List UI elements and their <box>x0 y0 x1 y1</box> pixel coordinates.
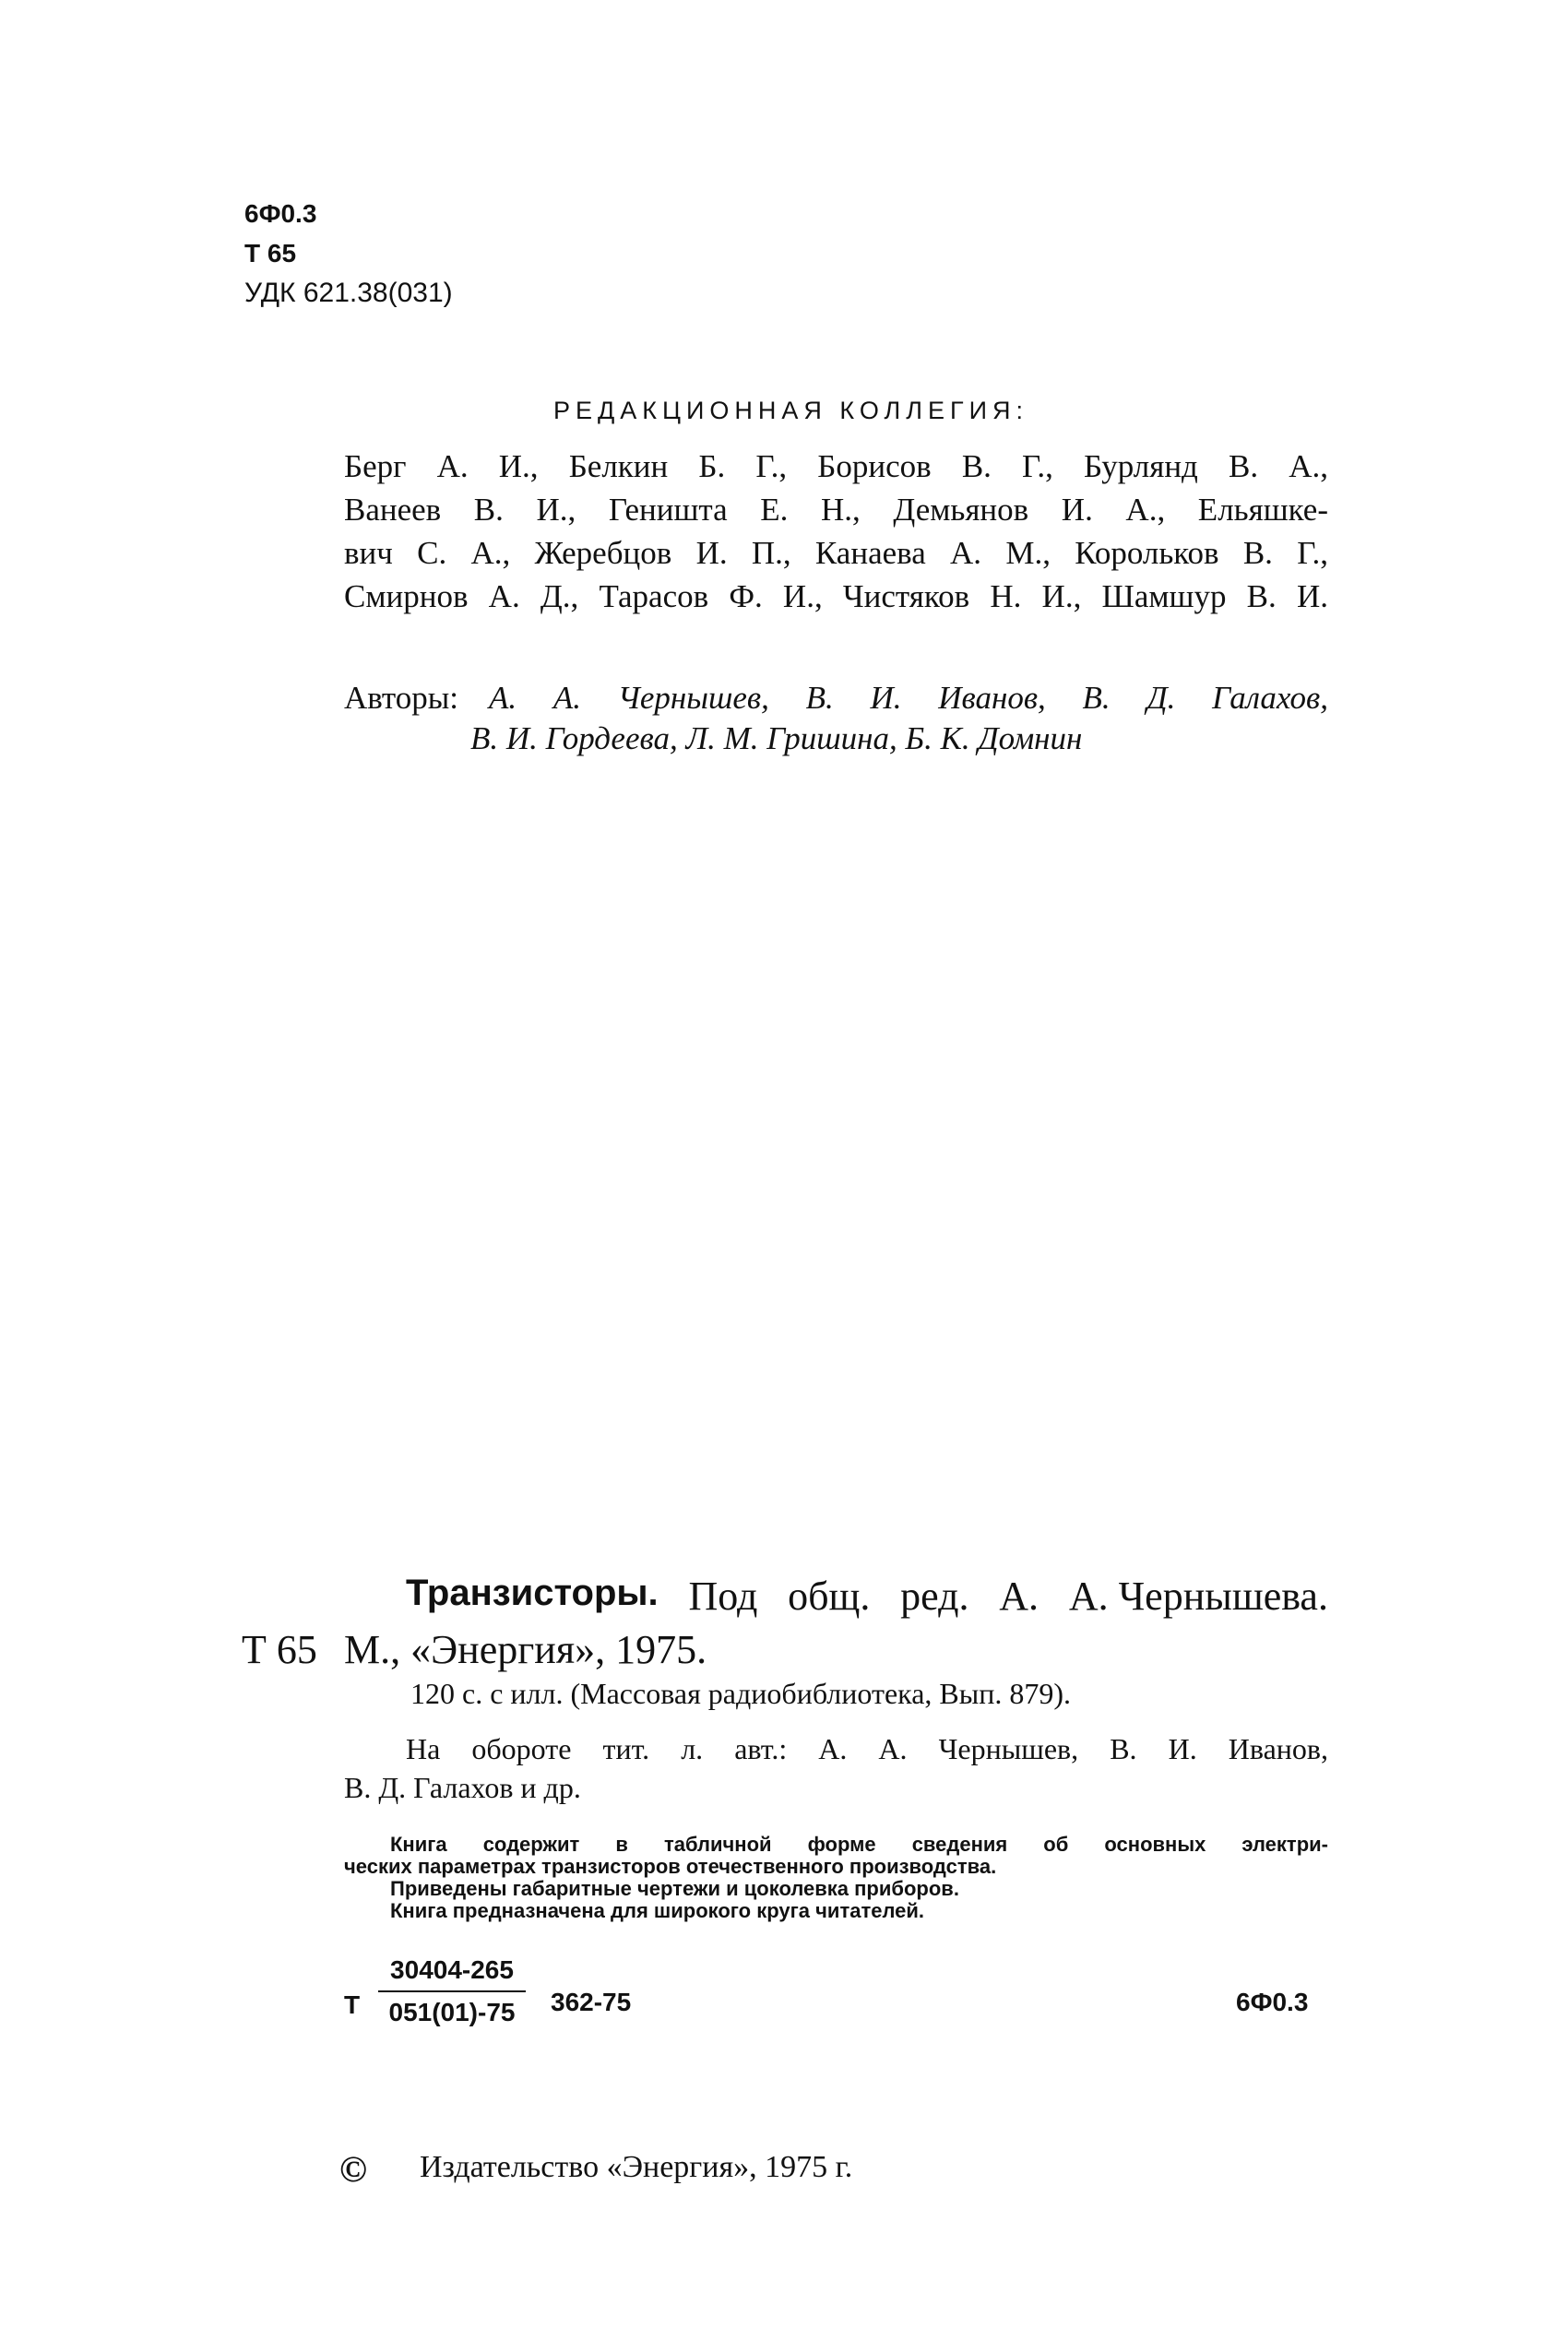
editorial-board-members <box>344 445 1328 618</box>
title-rest-word: ред. <box>900 1574 969 1619</box>
editorial-board-heading: РЕДАКЦИОННАЯ КОЛЛЕГИЯ: <box>553 397 1029 424</box>
classification-block <box>244 194 453 313</box>
catalog-index: Т 65 <box>242 1627 317 1672</box>
catalog-title-line <box>406 1573 1328 1620</box>
bbk-index: 6Ф0.3 <box>244 199 317 228</box>
code-numerator: 30404-265 <box>390 1955 514 1984</box>
udk-code: УДК 621.38(031) <box>244 278 453 308</box>
editorial-board-line: вич С. А., Жеребцов И. П., Канаева А. М., Корольков В. Г., <box>344 535 1328 571</box>
title-rest-word: А. Чернышева. <box>1068 1574 1328 1619</box>
copyright-icon: © <box>339 2148 367 2190</box>
title-rest-word: Под <box>688 1574 758 1619</box>
annotation <box>344 1834 1328 1922</box>
fraction-rule <box>378 1990 526 1992</box>
editorial-board-line: Смирнов А. Д., Тарасов Ф. И., Чистяков Н. И., Шамшур В. И. <box>344 578 1328 614</box>
authors-names-line-1: А. А. Чернышев, В. И. Иванов, В. Д. Галахов, <box>489 680 1328 716</box>
code-denominator: 051(01)-75 <box>388 1998 516 2026</box>
author-mark: Т 65 <box>244 239 297 267</box>
book-title: Транзисторы. <box>406 1573 659 1613</box>
class-index-bottom: 6Ф0.3 <box>1236 1988 1309 2016</box>
annotation-line: ческих параметрах транзисторов отечественного производства. <box>344 1855 997 1878</box>
verso-note-line-1: На обороте тит. л. авт.: А. А. Чернышев, В. И. Иванов, <box>406 1732 1328 1765</box>
code-letter: Т <box>344 1990 361 2019</box>
title-rest-word: А. <box>999 1574 1039 1619</box>
title-rest-word: общ. <box>788 1574 871 1619</box>
annotation-line: Приведены габаритные чертежи и цоколевка приборов. <box>390 1877 959 1900</box>
authors-label: Авторы: <box>344 680 459 716</box>
verso-note-line-2: В. Д. Галахов и др. <box>344 1771 581 1804</box>
code-fraction <box>378 1955 526 2027</box>
authors-names-line-2: В. И. Гордеева, Л. М. Гришина, Б. К. Домнин <box>470 720 1083 756</box>
annotation-line: Книга предназначена для широкого круга читателей. <box>390 1899 925 1922</box>
editorial-board-line: Берг А. И., Белкин Б. Г., Борисов В. Г., Бурлянд В. А., <box>344 448 1328 484</box>
editorial-board-line: Ванеев В. И., Геништа Е. Н., Демьянов И. А., Ельяшке- <box>344 492 1328 528</box>
copyright-text: Издательство «Энергия», 1975 г. <box>420 2150 853 2184</box>
pages-line: 120 с. с илл. (Массовая радиобиблиотека, Вып. 879). <box>410 1677 1072 1710</box>
price-code: 362-75 <box>551 1988 632 2016</box>
publisher-line: М., «Энергия», 1975. <box>344 1627 707 1672</box>
annotation-line: Книга содержит в табличной форме сведения об основных электри- <box>390 1833 1328 1856</box>
